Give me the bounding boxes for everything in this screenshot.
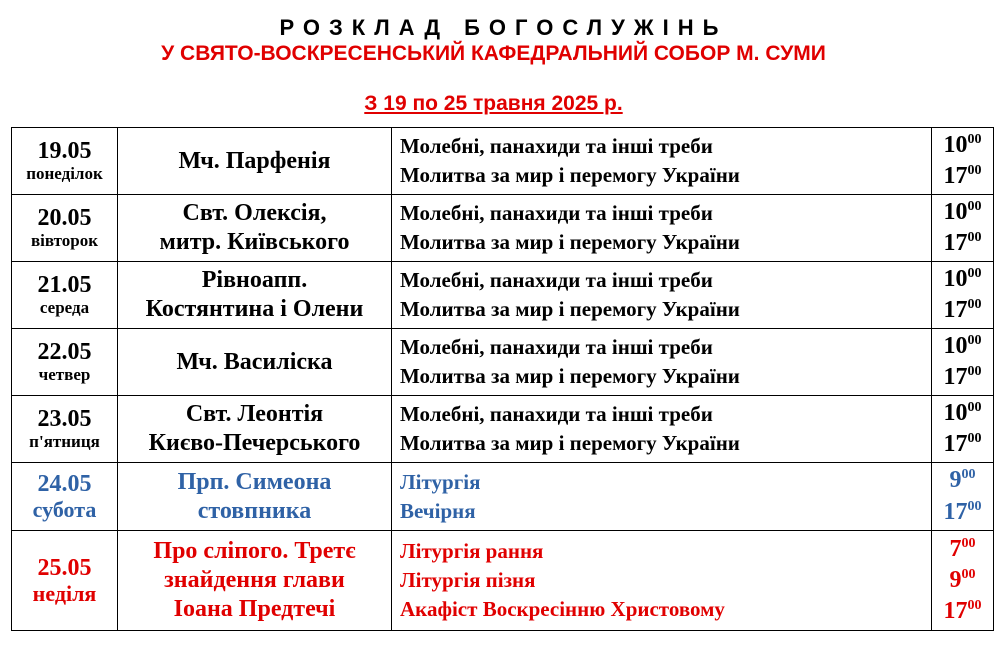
times-cell [932, 531, 994, 631]
saint-line: Костянтина і Олени [145, 296, 364, 322]
date: 20.05 [37, 205, 92, 232]
date: 25.05 [37, 555, 92, 582]
service-time: $17^{00}$ [943, 297, 982, 323]
date: 22.05 [37, 339, 92, 366]
services-cell [392, 396, 932, 463]
service-time: $9^{00}$ [949, 467, 976, 494]
date: 21.05 [37, 272, 92, 299]
saint-cell [118, 531, 392, 631]
date-cell [12, 195, 118, 262]
saint-line: Києво-Печерського [148, 430, 361, 456]
saint-line: Свт. Олексія, [182, 200, 327, 227]
saint-line: Свт. Леонтія [185, 401, 324, 428]
times-cell [932, 463, 994, 531]
service-time: $17^{00}$ [943, 163, 982, 189]
saint-line: Прп. Симеона [177, 468, 332, 495]
service-item: Літургія [400, 469, 481, 494]
service-time: $17^{00}$ [943, 230, 982, 256]
service-item: Молебні, панахиди та інші треби [400, 268, 713, 293]
weekday: неділя [32, 580, 97, 606]
date-cell [12, 396, 118, 463]
service-time: $17^{00}$ [943, 598, 982, 625]
services-cell [392, 531, 932, 631]
schedule-row [12, 396, 994, 463]
service-item: Літургія пізня [400, 568, 536, 593]
schedule-row-saturday [12, 463, 994, 531]
service-time: $17^{00}$ [943, 498, 982, 525]
date-cell [12, 128, 118, 195]
weekday: вівторок [30, 230, 99, 250]
saint-cell [118, 262, 392, 329]
saint-line: Рівноапп. [201, 267, 308, 294]
date-cell [12, 463, 118, 531]
date: 24.05 [37, 471, 92, 498]
service-item: Молитва за мир і перемогу України [400, 230, 740, 254]
service-time: $10^{00}$ [943, 198, 982, 225]
weekday: середа [39, 297, 90, 317]
services-cell [392, 463, 932, 531]
saint-line: Мч. Парфенія [178, 147, 331, 174]
saint-line: Іоана Предтечі [173, 595, 336, 622]
times-cell [932, 262, 994, 329]
service-item: Молебні, панахиди та інші треби [400, 335, 713, 360]
services-cell [392, 329, 932, 396]
schedule-row [12, 195, 994, 262]
weekday: п'ятниця [29, 431, 100, 451]
saint-cell [118, 128, 392, 195]
saint-line: стовпника [197, 497, 312, 524]
date-cell [12, 329, 118, 396]
saint-cell [118, 195, 392, 262]
times-cell [932, 329, 994, 396]
service-time: $10^{00}$ [943, 332, 982, 359]
service-item: Молебні, панахиди та інші треби [400, 402, 713, 427]
service-time: $10^{00}$ [943, 265, 982, 292]
times-cell [932, 128, 994, 195]
service-item: Літургія рання [400, 539, 544, 564]
schedule-row [12, 128, 994, 195]
saint-line: знайдення глави [164, 567, 345, 594]
date: 19.05 [37, 138, 92, 165]
service-time: $7^{00}$ [949, 535, 976, 562]
service-item: Молебні, панахиди та інші треби [400, 201, 713, 226]
service-item: Молебні, панахиди та інші треби [400, 134, 713, 159]
service-item: Молитва за мир і перемогу України [400, 163, 740, 187]
schedule-row-sunday [12, 531, 994, 631]
services-cell [392, 195, 932, 262]
weekday: субота [32, 496, 97, 522]
date-cell [12, 531, 118, 631]
times-cell [932, 195, 994, 262]
service-item: Молитва за мир і перемогу України [400, 297, 740, 321]
saint-cell [118, 463, 392, 531]
saint-line: Мч. Василіска [176, 348, 333, 375]
weekday: понеділок [26, 163, 103, 183]
times-cell [932, 396, 994, 463]
service-item: Акафіст Воскресінню Христовому [400, 596, 725, 621]
cathedral-title: У СВЯТО-ВОСКРЕСЕНСЬКИЙ КАФЕДРАЛЬНИЙ СОБОР М. СУМИ [161, 42, 826, 65]
schedule-row [12, 329, 994, 396]
services-cell [392, 128, 932, 195]
schedule-row [12, 262, 994, 329]
service-time: $10^{00}$ [943, 399, 982, 426]
saint-line: Про сліпого. Третє [153, 538, 356, 565]
service-time: $9^{00}$ [949, 566, 976, 593]
saint-cell [118, 396, 392, 463]
service-item: Вечірня [400, 498, 476, 523]
date-cell [12, 262, 118, 329]
services-cell [392, 262, 932, 329]
saint-cell [118, 329, 392, 396]
service-item: Молитва за мир і перемогу України [400, 364, 740, 388]
period-title: З 19 по 25 травня 2025 р. [364, 92, 623, 115]
date: 23.05 [37, 406, 92, 433]
service-time: $17^{00}$ [943, 431, 982, 457]
schedule-table [11, 127, 994, 631]
saint-line: митр. Київського [159, 229, 350, 255]
page-title: РОЗКЛАД БОГОСЛУЖІНЬ [279, 15, 728, 40]
service-item: Молитва за мир і перемогу України [400, 431, 740, 455]
weekday: четвер [38, 364, 91, 384]
service-time: $17^{00}$ [943, 364, 982, 390]
service-time: $10^{00}$ [943, 131, 982, 158]
